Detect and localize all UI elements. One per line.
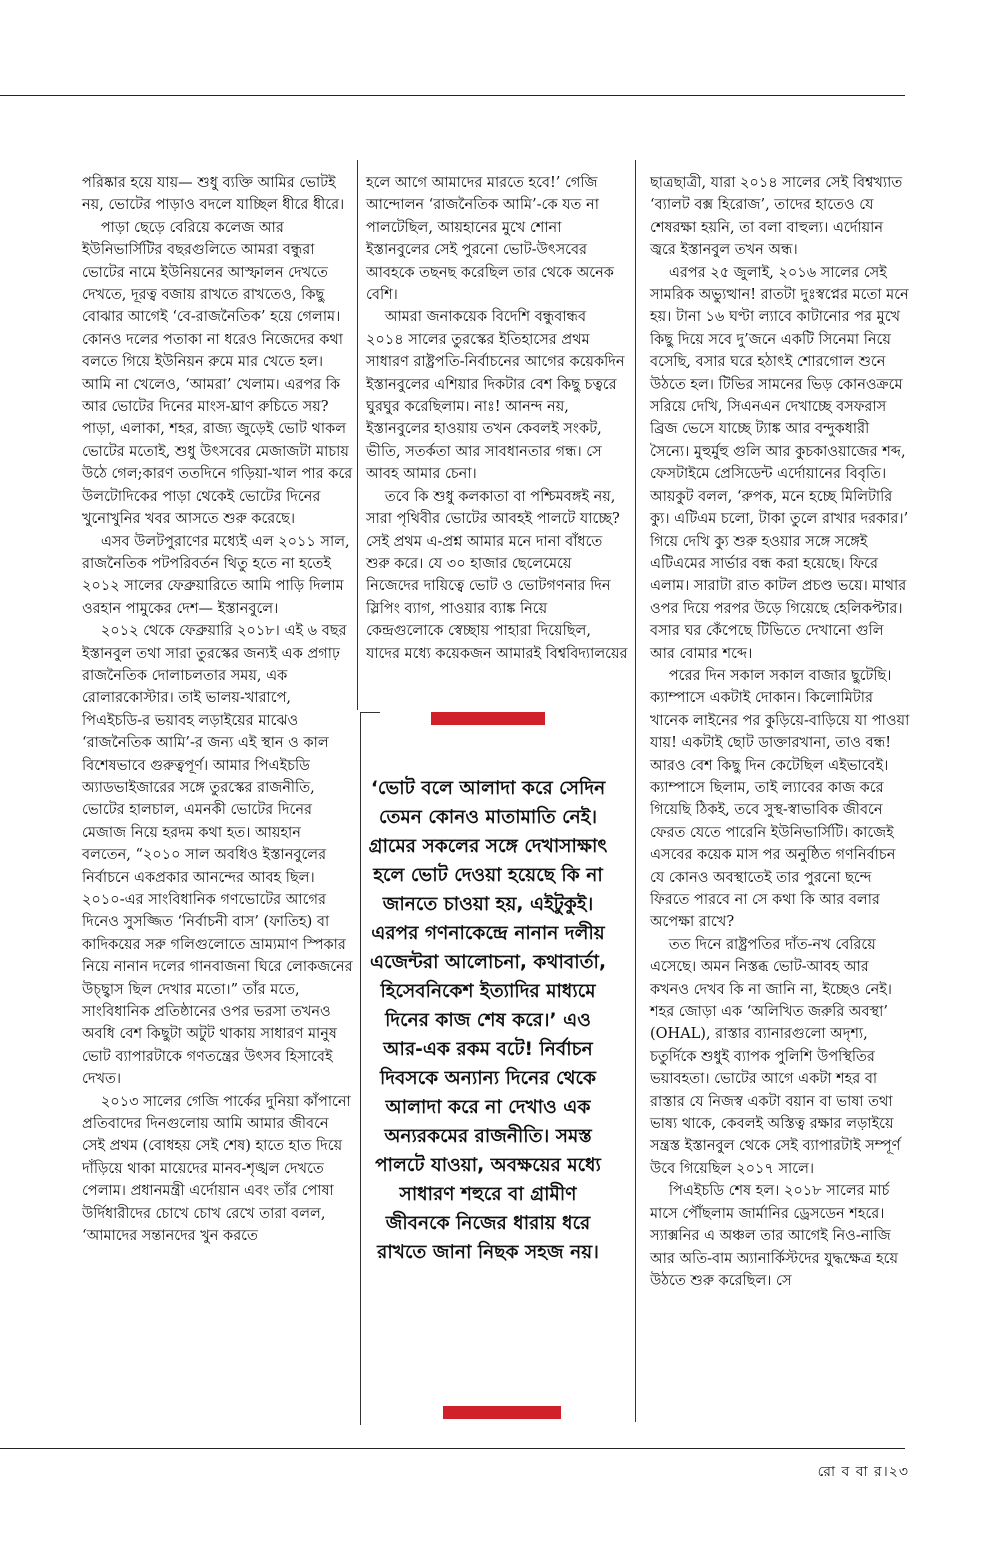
paragraph: আমরা জনাকয়েক বিদেশি বন্ধুবান্ধব ২০১৪ সালের তুরস্কের ইতিহাসের প্রথম সাধারণ রাষ্ট্রপতি-নির্বাচনের আগের কয়েকদিন ইস্তানবুলের এশিয়ার দিকটার বেশ কিছু চত্বরে ঘুরঘুর করেছিলাম। নাঃ! আনন্দ নয়, ইস্তানবুলের হাওয়ায় তখন কেবলই সংকট, ভীতি, সতর্কতা আর সাবধানতার গন্ধ। সে আবহ আমার চেনা। <box>366 309 625 483</box>
paragraph: ছাত্রছাত্রী, যারা ২০১৪ সালের সেই বিশ্বখ্যাত ‘ব্যালট বক্স হিরোজ’, তাদের হাতেও যে শেষরক্ষা হয়নি, তা বলা বাহুল্য। এর্দোয়ান জ্বরে ইস্তানবুল তখন অন্ধ। <box>650 175 903 259</box>
pull-quote-top-bar <box>431 712 545 725</box>
publication-name: রো ব বা র <box>817 1464 883 1480</box>
column-divider-2 <box>635 160 636 1422</box>
paragraph: ২০১২ থেকে ফেব্রুয়ারি ২০১৮। এই ৬ বছর ইস্তানবুল তথা সারা তুরস্কের জন্যই এক প্রগাঢ় রাজনৈতিক দোলাচলতার সময়, এক রোলারকোস্টার। তাই ভালয়-খারাপে, পিএইচডি-র ভয়াবহ লড়াইয়ের মাঝেও ‘রাজনৈতিক আমি’-র জন্য এই স্থান ও কাল বিশেষভাবে গুরুত্বপূর্ণ। আমার পিএইচডি অ্যাডভাইজারের সঙ্গে তুরস্কের রাজনীতি, ভোটের হালচাল, এমনকী ভোটের দিনের মেজাজ নিয়ে হরদম কথা হত। আয়হান বলতেন, “২০১০ সাল অবধিও ইস্তানবুলের নির্বাচনে একপ্রকার আনন্দের আবহ ছিল। ২০১০-এর সাংবিধানিক গণভোটের আগের দিনেও সুসজ্জিত ‘নির্বাচনী বাস’ (ফাতিহ) বা কাদিকয়ের সরু গলিগুলোতে ভ্রাম্যমাণ স্পিকার নিয়ে নানান দলের গানবাজনা ঘিরে লোকজনের উচ্ছ্বাস ছিল দেখার মতো।” তাঁর মতে, সাংবিধানিক প্রতিষ্ঠানের ওপর ভরসা তখনও অবধি বেশ কিছুটা অটুট থাকায় সাধারণ মানুষ ভোট ব্যাপারটাকে গণতন্ত্রের উৎসব হিসাবেই দেখত। <box>82 623 353 1088</box>
paragraph: পরিষ্কার হয়ে যায়— শুধু ব্যক্তি আমির ভোটই নয়, ভোটের পাড়াও বদলে যাচ্ছিল ধীরে ধীরে। <box>82 175 345 214</box>
header-rule <box>0 95 905 96</box>
article-column-1 <box>82 172 354 1248</box>
article-column-2 <box>366 172 628 665</box>
pull-quote: ‘ভোট বলে আলাদা করে সেদিন তেমন কোনও মাতামাতি নেই। গ্রামের সকলের সঙ্গে দেখাসাক্ষাৎ হলে ভোট দেওয়া হয়েছে কি না জানতে চাওয়া হয়, এইটুকুই। এরপর গণনাকেন্দ্রে নানান দলীয় এজেন্টরা আলোচনা, কথাবার্তা, হিসেবনিকেশ ইত্যাদির মাধ্যমে দিনের কাজ শেষ করে।’ এও আর-এক রকম বটে! নির্বাচন দিবসকে অন্যান্য দিনের থেকে আলাদা করে না দেখাও এক অন্যরকমের রাজনীতি। সমস্ত পালটে যাওয়া, অবক্ষয়ের মধ্যে সাধারণ শহুরে বা গ্রামীণ জীবনকে নিজের ধারায় ধরে রাখতে জানা নিছক সহজ নয়। <box>368 778 608 1263</box>
footer-rule <box>0 1448 905 1449</box>
paragraph: ২০১৩ সালের গেজি পার্কের দুনিয়া কাঁপানো প্রতিবাদের দিনগুলোয় আমি আমার জীবনে সেই প্রথম (বোধহয় সেই শেষ) হাতে হাত দিয়ে দাঁড়িয়ে থাকা মায়েদের মানব-শৃঙ্খল দেখতে পেলাম। প্রধানমন্ত্রী এর্দোয়ান এবং তাঁর পোষা উর্দিধারীদের চোখে চোখ রেখে তারা বলল, ‘আমাদের সন্তানদের খুন করতে <box>82 1093 351 1245</box>
paragraph: পরের দিন সকাল সকাল বাজার ছুটেছি। ক্যাম্পাসে একটাই দোকান। কিলোমিটার খানেক লাইনের পর কুড়িয়ে-বাড়িয়ে যা পাওয়া যায়! একটাই ছোট ডাক্তারখানা, তাও বন্ধ! আরও বেশ কিছু দিন কেটেছিল এইভাবেই। ক্যাম্পাসে ছিলাম, তাই ল্যাবের কাজ করে গিয়েছি ঠিকই, তবে সুস্থ-স্বাভাবিক জীবনে ফেরত যেতে পারেনি ইউনিভার্সিটি। কাজেই এসবের কয়েক মাস পর অনুষ্ঠিত গণনির্বাচন যে কোনও অবস্থাতেই তার পুরনো ছন্দে ফিরতে পারবে না সে কথা কি আর বলার অপেক্ষা রাখে? <box>650 667 910 931</box>
footer-separator: । <box>882 1464 889 1480</box>
paragraph: তবে কি শুধু কলকাতা বা পশ্চিমবঙ্গই নয়, সারা পৃথিবীর ভোটের আবহই পালটে যাচ্ছে? সেই প্রথম এ-প্রশ্ন আমার মনে দানা বাঁধতে শুরু করে। যে ৩০ হাজার ছেলেমেয়ে নিজেদের দায়িত্বে ভোট ও ভোটগণনার দিন স্লিপিং ব্যাগ, পাওয়ার ব্যাঙ্ক নিয়ে কেন্দ্রগুলোকে স্বেচ্ছায় পাহারা দিয়েছিল, যাদের মধ্যে কয়েকজন আমারই বিশ্ববিদ্যালয়ের <box>366 488 628 662</box>
paragraph: হলে আগে আমাদের মারতে হবে!’ গেজি আন্দোলন ‘রাজনৈতিক আমি’-কে যত না পালটেছিল, আয়হানের মুখে শোনা ইস্তানবুলের সেই পুরনো ভোট-উৎসবের আবহকে তছনছ করেছিল তার থেকে অনেক বেশি। <box>366 175 614 304</box>
article-column-3 <box>650 172 912 1292</box>
paragraph: এসব উলটপুরাণের মধ্যেই এল ২০১১ সাল, রাজনৈতিক পটপরিবর্তন থিতু হতে না হতেই ২০১২ সালের ফেব্রুয়ারিতে আমি পাড়ি দিলাম ওরহান পামুকের দেশ— ইস্তানবুলে। <box>82 533 350 617</box>
paragraph: তত দিনে রাষ্ট্রপতির দাঁত-নখ বেরিয়ে এসেছে। অমন নিস্তব্ধ ভোট-আবহ আর কখনও দেখব কি না জানি না, ইচ্ছেও নেই। শহর জোড়া এক ‘অলিখিত জরুরি অবস্থা’ (OHAL), রাস্তার ব্যানারগুলো অদৃশ্য, চতুর্দিকে শুধুই ব্যাপক পুলিশি উপস্থিতির ভয়াবহতা। ভোটের আগে একটা শহর বা রাস্তার যে নিজস্ব একটা বয়ান বা ভাষা তথা ভাষ্য থাকে, কেবলই অস্তিত্ব রক্ষার লড়াইয়ে সন্ত্রস্ত ইস্তানবুল থেকে সেই ব্যাপারটাই সম্পূর্ণ উবে গিয়েছিল ২০১৭ সালে। <box>650 936 901 1177</box>
column-divider-1 <box>357 160 358 710</box>
pull-quote-left-rule <box>360 712 361 1425</box>
pull-quote-top-rule <box>360 712 380 713</box>
paragraph: পিএইচডি শেষ হল। ২০১৮ সালের মার্চ মাসে পৌঁছলাম জার্মানির ড্রেসডেন শহরে। স্যাক্সনির এ অঞ্চল তার আগেই নিও-নাজি আর অতি-বাম অ্যানার্কিস্টদের যুদ্ধক্ষেত্র হয়ে উঠতে শুরু করেছিল। সে <box>650 1183 899 1289</box>
paragraph: পাড়া ছেড়ে বেরিয়ে কলেজ আর ইউনিভার্সিটির বছরগুলিতে আমরা বন্ধুরা ভোটের নামে ইউনিয়নের আস্ফালন দেখতে দেখতে, দূরত্ব বজায় রাখতে রাখতেও, কিছু বোঝার আগেই ‘বে-রাজনৈতিক’ হয়ে গেলাম। কোনও দলের পতাকা না ধরেও নিজেদের কথা বলতে গিয়ে ইউনিয়ন রুমে মার খেতে হল। আমি না খেলেও, ‘আমরা’ খেলাম। এরপর কি আর ভোটের দিনের মাংস-ঘ্রাণ রুচিতে সয়? পাড়া, এলাকা, শহর, রাজ্য জুড়েই ভোট থাকল ভোটের মতোই, শুধু উৎসবের মেজাজটা মাচায় উঠে গেল;কারণ ততদিনে গড়িয়া-খাল পার করে উলটোদিকের পাড়া থেকেই ভোটের দিনের খুনোখুনির খবর আসতে শুরু করেছে। <box>82 219 353 528</box>
pull-quote-bottom-bar <box>443 1406 561 1419</box>
page-footer <box>818 1460 909 1484</box>
page-number: ২৩ <box>888 1464 909 1480</box>
paragraph: এরপর ২৫ জুলাই, ২০১৬ সালের সেই সামরিক অভ্যুত্থান! রাতটা দুঃস্বপ্নের মতো মনে হয়। টানা ১৬ ঘণ্টা ল্যাবে কাটানোর পর মুখে কিছু দিয়ে সবে দু’জনে একটি সিনেমা নিয়ে বসেছি, বসার ঘরে হঠাৎই শোরগোল শুনে উঠতে হল। টিভির সামনের ভিড় কোনওক্রমে সরিয়ে দেখি, সিএনএন দেখাচ্ছে বসফরাস ব্রিজ ভেসে যাচ্ছে ট্যাঙ্ক আর বন্দুকধারী সৈন্যে। মুহুর্মুহু গুলি আর কুচকাওয়াজের শব্দ, ফেসটাইমে প্রেসিডেন্ট এর্দোয়ানের বিবৃতি। আয়কুট বলল, ‘রুপক, মনে হচ্ছে মিলিটারি ক্যু। এটিএম চলো, টাকা তুলে রাখার দরকার।’ গিয়ে দেখি ক্যু শুরু হওয়ার সঙ্গে সঙ্গেই এটিএমের সার্ভার বন্ধ করা হয়েছে। ফিরে এলাম। সারাটা রাত কাটল প্রচণ্ড ভয়ে। মাথার ওপর দিয়ে পরপর উড়ে গিয়েছে হেলিকপ্টার। বসার ঘর কেঁপেছে টিভিতে দেখানো গুলি আর বোমার শব্দে। <box>650 264 909 662</box>
